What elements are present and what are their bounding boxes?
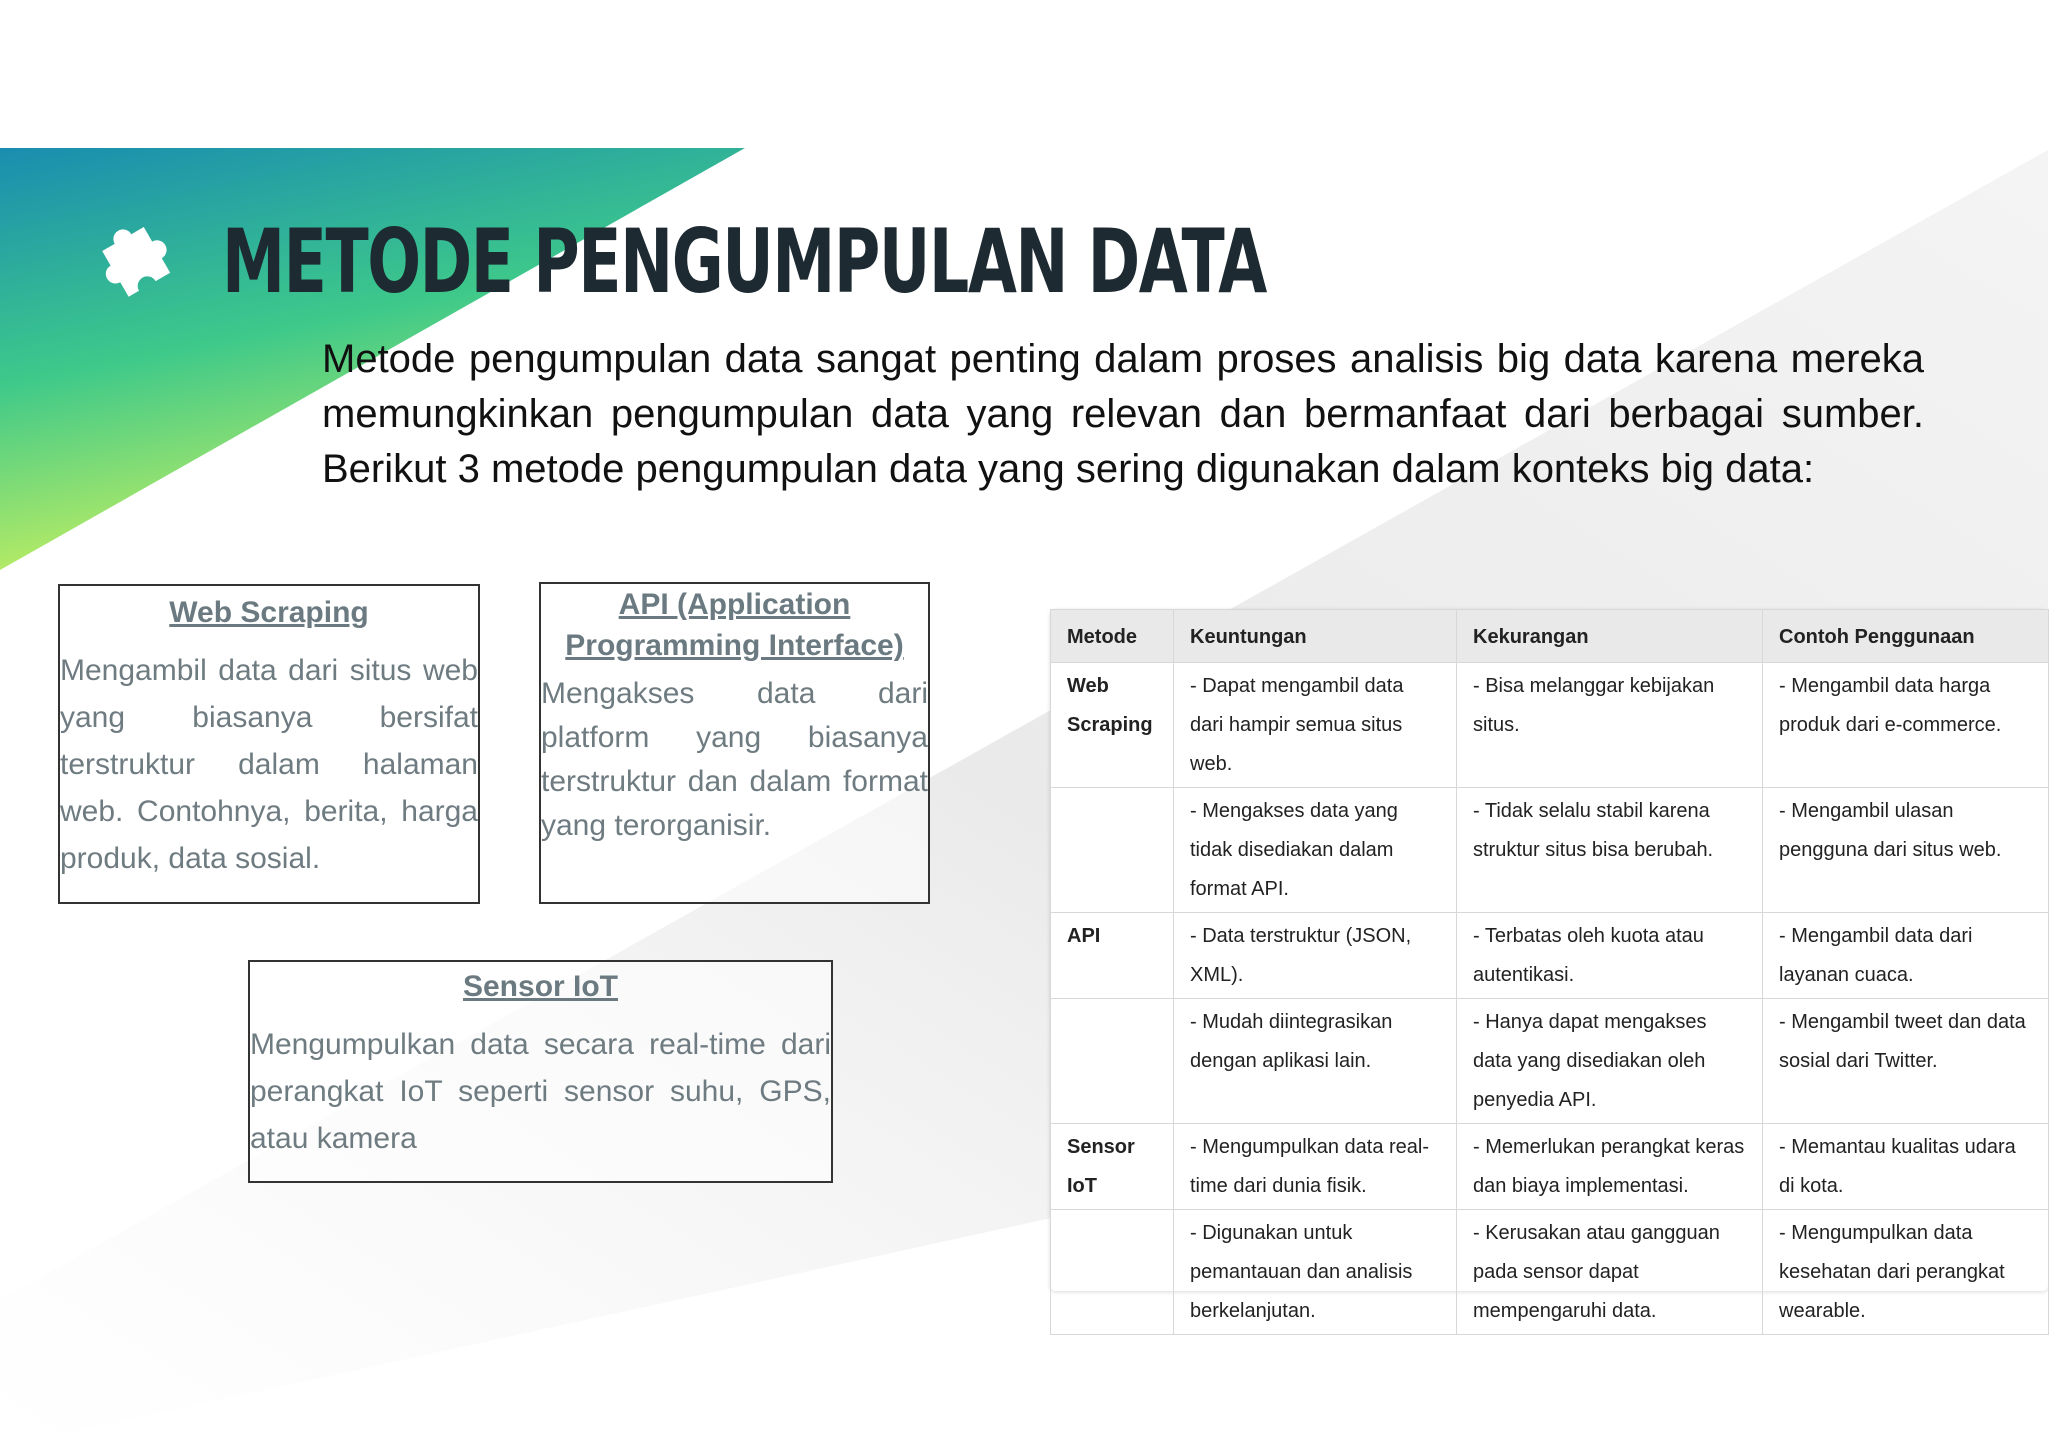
table-cell: Sensor IoT	[1051, 1124, 1174, 1210]
table-cell: Web Scraping	[1051, 663, 1174, 788]
table-cell: - Bisa melanggar kebijakan situs.	[1457, 663, 1763, 788]
table-header-row	[1051, 610, 2049, 663]
header-cell: Contoh Penggunaan	[1763, 610, 2049, 663]
table-cell: - Mengumpulkan data real-time dari dunia fisik.	[1174, 1124, 1457, 1210]
table-cell: - Data terstruktur (JSON, XML).	[1174, 913, 1457, 999]
card-body: Mengakses data dari platform yang biasanya terstruktur dan dalam format yang terorganisir.	[541, 677, 928, 842]
table-cell	[1051, 788, 1174, 913]
table-row	[1051, 788, 2049, 913]
table-cell: - Digunakan untuk pemantauan dan analisis berkelanjutan.	[1174, 1210, 1457, 1335]
card-body: Mengumpulkan data secara real-time dari perangkat IoT seperti sensor suhu, GPS, atau kamera	[250, 1028, 831, 1155]
table-row	[1051, 1124, 2049, 1210]
table-cell: - Mengambil tweet dan data sosial dari Twitter.	[1763, 999, 2049, 1124]
table-cell: - Kerusakan atau gangguan pada sensor dapat mempengaruhi data.	[1457, 1210, 1763, 1335]
table-cell: - Mengambil ulasan pengguna dari situs web.	[1763, 788, 2049, 913]
header-cell: Keuntungan	[1174, 610, 1457, 663]
table-cell: - Dapat mengambil data dari hampir semua situs web.	[1174, 663, 1457, 788]
card-api	[539, 582, 930, 904]
table-row	[1051, 999, 2049, 1124]
table-cell: - Tidak selalu stabil karena struktur situs bisa berubah.	[1457, 788, 1763, 913]
table-cell: - Terbatas oleh kuota atau autentikasi.	[1457, 913, 1763, 999]
table-cell	[1051, 999, 1174, 1124]
table-row	[1051, 1210, 2049, 1335]
intro-paragraph: Metode pengumpulan data sangat penting dalam proses analisis big data karena mereka memungkinkan pengumpulan data yang relevan dan bermanfaat dari berbagai sumber. Berikut 3 metode pengumpulan data yang sering digunakan dalam konteks big data:	[322, 337, 1924, 491]
table-cell: - Hanya dapat mengakses data yang disediakan oleh penyedia API.	[1457, 999, 1763, 1124]
card-title: Web Scraping	[169, 596, 369, 629]
table-row	[1051, 663, 2049, 788]
card-sensor-iot	[248, 960, 833, 1183]
card-title: Sensor IoT	[462, 970, 619, 1003]
table-cell: - Mengakses data yang tidak disediakan dalam format API.	[1174, 788, 1457, 913]
card-web-scraping	[58, 584, 480, 904]
table-cell: - Memantau kualitas udara di kota.	[1763, 1124, 2049, 1210]
table-cell: - Mengambil data harga produk dari e-commerce.	[1763, 663, 2049, 788]
table-cell: API	[1051, 913, 1174, 999]
slide-title: METODE PENGUMPULAN DATA	[222, 210, 1266, 313]
table-cell: - Mengambil data dari layanan cuaca.	[1763, 913, 2049, 999]
table-cell: - Mudah diintegrasikan dengan aplikasi lain.	[1174, 999, 1457, 1124]
table-cell	[1051, 1210, 1174, 1335]
table-cell: - Memerlukan perangkat keras dan biaya implementasi.	[1457, 1124, 1763, 1210]
header-cell: Kekurangan	[1457, 610, 1763, 663]
card-title: API (Application Programming Interface)	[565, 588, 904, 662]
card-body: Mengambil data dari situs web yang biasanya bersifat terstruktur dalam halaman web. Contohnya, berita, harga produk, data sosial.	[60, 654, 478, 875]
header-cell: Metode	[1051, 610, 1174, 663]
comparison-table	[1050, 609, 2048, 1322]
puzzle-piece-icon	[78, 205, 198, 325]
table-cell: - Mengumpulkan data kesehatan dari perangkat wearable.	[1763, 1210, 2049, 1335]
table-row	[1051, 913, 2049, 999]
